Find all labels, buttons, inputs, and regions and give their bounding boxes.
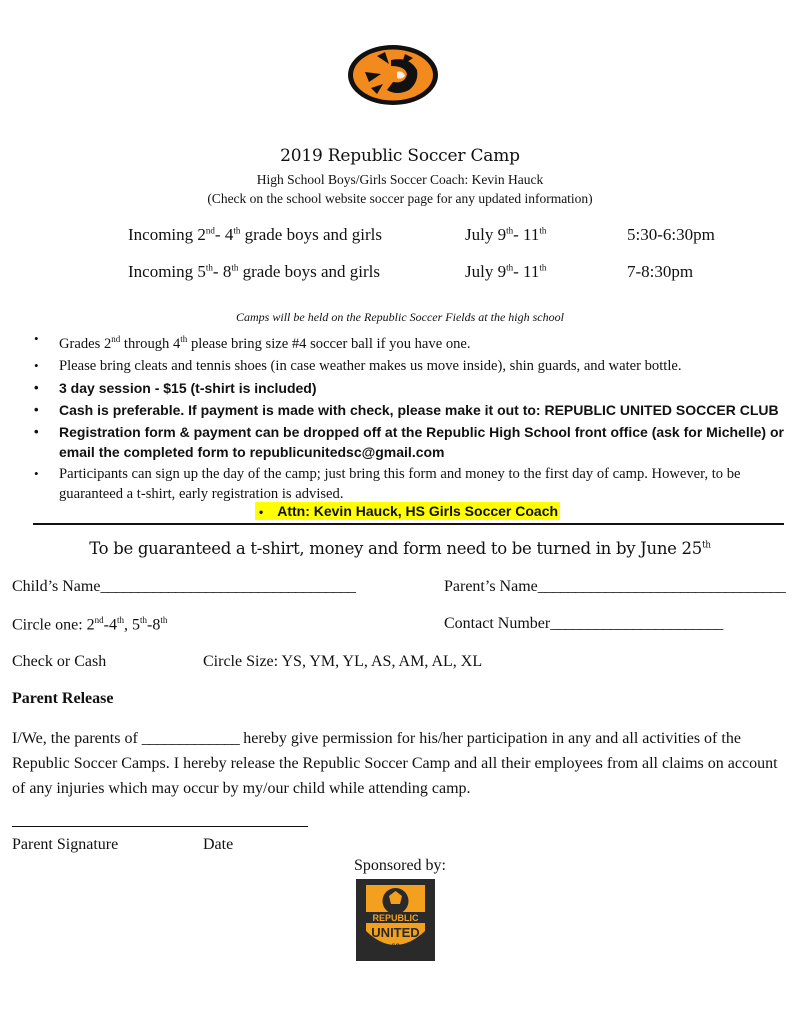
svg-text:SC: SC bbox=[391, 944, 400, 950]
bullet-icon: • bbox=[34, 401, 39, 417]
fields-note: Camps will be held on the Republic Soccer Fields at the high school bbox=[236, 310, 564, 324]
schedule-row-2-time: 7-8:30pm bbox=[627, 262, 694, 281]
republic-united-logo bbox=[356, 879, 435, 961]
schedule-row-2-group: Incoming 5th- 8th grade boys and girls bbox=[128, 262, 380, 281]
bullet-icon: • bbox=[34, 331, 39, 346]
list-item: • Participants can sign up the day of the camp; just bring this form and money to the first day of camp. However, to be guaranteed a t-shirt, early registration is advised. bbox=[34, 465, 741, 502]
page-title: 2019 Republic Soccer Camp bbox=[280, 146, 520, 166]
svg-text:UNITED: UNITED bbox=[371, 925, 420, 940]
list-item: • Grades 2nd through 4th please bring size #4 soccer ball if you have one. bbox=[34, 331, 471, 352]
schedule-row-2-dates: July 9th- 11th bbox=[465, 262, 547, 281]
schedule-row-1-dates: July 9th- 11th bbox=[465, 225, 547, 244]
tiger-logo bbox=[347, 44, 439, 111]
schedule-row-1-group: Incoming 2nd- 4th grade boys and girls bbox=[128, 225, 382, 244]
svg-text:REPUBLIC: REPUBLIC bbox=[372, 913, 419, 923]
size-circle-field[interactable]: Circle Size: YS, YM, YL, AS, AM, AL, XL bbox=[203, 653, 483, 670]
divider bbox=[33, 523, 784, 525]
list-item: • Registration form & payment can be dropped off at the Republic High School front office (ask for Michelle) or email the completed form to republicunitedsc@gmail.com bbox=[34, 423, 784, 460]
rules-list bbox=[34, 329, 786, 506]
grade-circle-field[interactable]: Circle one: 2nd-4th, 5th-8th bbox=[12, 615, 168, 634]
bullet-icon: • bbox=[34, 379, 39, 395]
signature-line[interactable] bbox=[12, 826, 308, 827]
bullet-icon: • bbox=[34, 357, 39, 373]
release-heading: Parent Release bbox=[12, 690, 114, 707]
coach-subtitle: High School Boys/Girls Soccer Coach: Kevin Hauck bbox=[256, 172, 544, 187]
parent-name-field[interactable]: Parent’s Name_________________________________ bbox=[444, 578, 786, 595]
list-item: • 3 day session - $15 (t-shirt is included) bbox=[34, 379, 317, 396]
bullet-icon: • bbox=[259, 505, 264, 519]
parent-signature-label: Parent Signature bbox=[12, 836, 119, 853]
bullet-icon: • bbox=[34, 465, 39, 481]
parent-name-blank[interactable]: _____________ bbox=[141, 730, 240, 747]
check-or-cash-field[interactable]: Check or Cash bbox=[12, 653, 107, 670]
deadline-heading: To be guaranteed a t-shirt, money and form need to be turned in by June 25th bbox=[89, 539, 711, 558]
list-item: • Please bring cleats and tennis shoes (in case weather makes us move inside), shin guards, and water bottle. bbox=[34, 357, 682, 374]
sponsor-label: Sponsored by: bbox=[354, 857, 446, 874]
contact-number-field[interactable]: Contact Number_______________________ bbox=[444, 615, 723, 632]
attn-highlight: • Attn: Kevin Hauck, HS Girls Soccer Coach bbox=[255, 502, 560, 520]
child-name-field[interactable]: Child’s Name__________________________________ bbox=[12, 578, 356, 595]
bullet-icon: • bbox=[34, 423, 39, 439]
schedule-row-1-time: 5:30-6:30pm bbox=[627, 225, 715, 244]
date-label: Date bbox=[203, 836, 234, 853]
update-note: (Check on the school website soccer page for any updated information) bbox=[207, 191, 593, 206]
list-item: • Cash is preferable. If payment is made with check, please make it out to: REPUBLIC UNITED SOCCER CLUB bbox=[34, 401, 779, 418]
release-text: I/We, the parents of _____________ hereby give permission for his/her participation in any and all activities of the Republic Soccer Camps. I hereby release the Republic Soccer Camp and all their employees from all claims on account of any injuries which may occur by my/our child while attending camp. bbox=[12, 730, 778, 797]
